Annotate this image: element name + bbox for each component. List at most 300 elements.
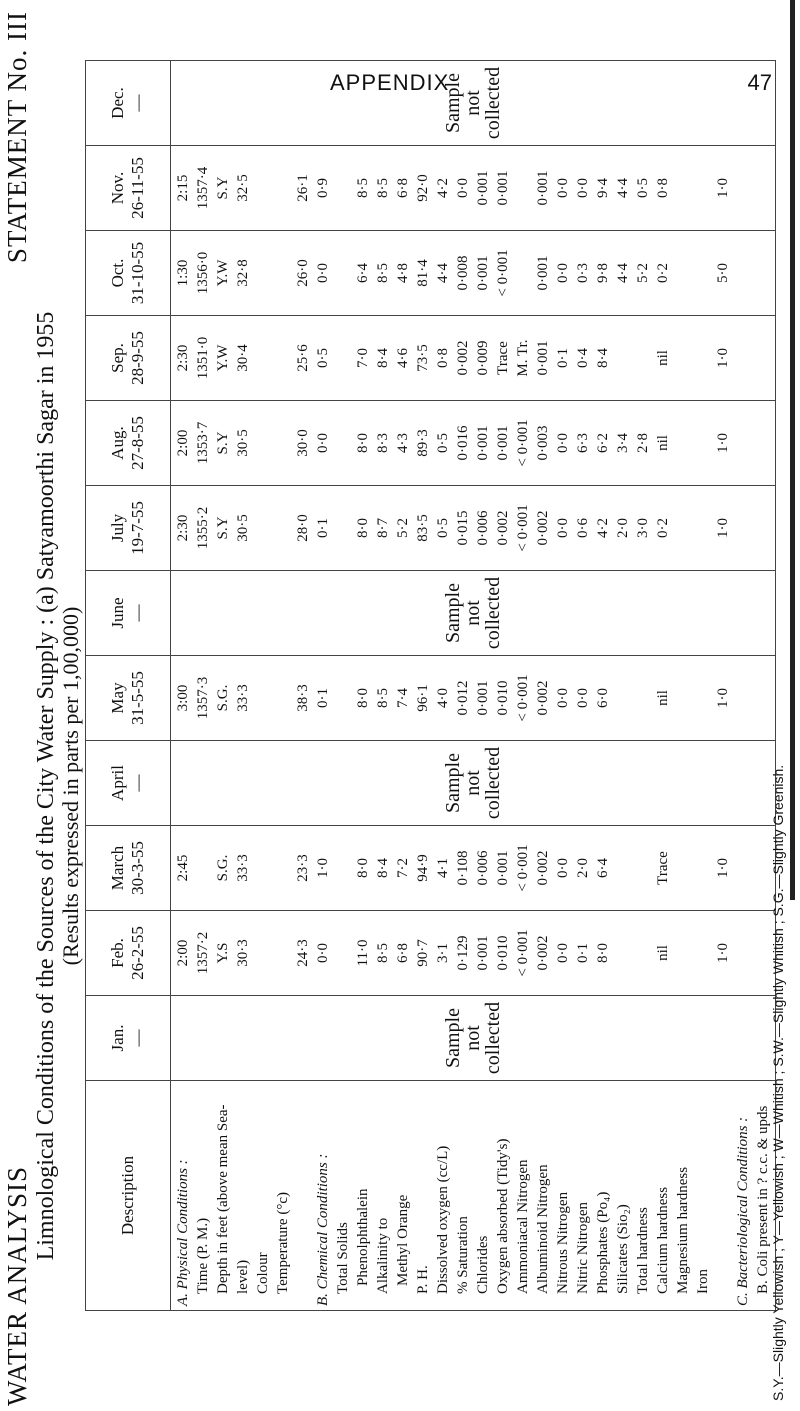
value-methyl: 11·0: [355, 939, 371, 967]
value-silicates: 0·1: [575, 943, 591, 963]
value-temperature: 30·4: [235, 344, 251, 372]
value-ph: 8·5: [375, 943, 391, 963]
value-temperature: 32·5: [235, 174, 251, 202]
spacer: [693, 320, 713, 396]
sample-date: —: [128, 94, 147, 112]
value-nitric-n: 0·002: [535, 510, 551, 546]
month-header: [86, 231, 171, 316]
value-oxygen-absorbed: 0·016: [455, 425, 471, 461]
value-b-coli: 1·0: [715, 858, 731, 878]
row-label: Silicates (Sio₂): [615, 1204, 631, 1294]
spacer: [253, 830, 273, 906]
spacer: [673, 490, 693, 566]
value-albuminoid-n: 0·001: [495, 850, 511, 886]
value-chlorides: 3·1: [435, 943, 451, 963]
value-chlorides: 0·5: [435, 518, 451, 538]
value-phenol: 0·9: [315, 178, 331, 198]
value-colour: S.G.: [215, 854, 231, 882]
value-total-solids: 24·3: [295, 939, 311, 967]
value-dissolved-oxygen: 5·2: [395, 518, 411, 538]
month-name: Sep.: [108, 343, 127, 373]
value-magnesium-hardness: [633, 915, 653, 991]
spacer: [693, 490, 713, 566]
value-iron: 0·2: [655, 263, 671, 283]
value-albuminoid-n: 0·001: [495, 170, 511, 206]
value-dissolved-oxygen: 4·3: [395, 433, 411, 453]
value-phenol: 0·0: [315, 943, 331, 963]
value-total-solids: 38·3: [295, 684, 311, 712]
month-name: June: [108, 597, 127, 629]
sample-date: 28-9-55: [128, 331, 147, 385]
month-header: [86, 401, 171, 486]
value-time: 2:45: [175, 854, 191, 882]
row-label: Time (P. M.): [195, 1217, 211, 1294]
value-silicates: 0·0: [575, 688, 591, 708]
month-values: [171, 231, 776, 316]
value-saturation: 81·4: [415, 259, 431, 287]
value-phosphates: 0·0: [555, 433, 571, 453]
value-nitrous-n: < 0·001: [515, 929, 531, 977]
value-chlorides: 4·0: [435, 688, 451, 708]
value-depth: 1351·0: [195, 336, 211, 380]
value-phosphates: 0·0: [555, 858, 571, 878]
month-values: [171, 826, 776, 911]
value-colour: Y.W: [215, 344, 231, 372]
spacer: [253, 235, 273, 311]
month-header: [86, 146, 171, 231]
spacer: [273, 830, 293, 906]
value-methyl: 8·0: [355, 433, 371, 453]
value-depth: 1353·7: [195, 421, 211, 465]
value-b-coli: 1·0: [715, 688, 731, 708]
sample-date: 26-2-55: [128, 926, 147, 980]
spacer: [673, 405, 693, 481]
spacer: [333, 830, 353, 906]
value-chlorides: 4·1: [435, 858, 451, 878]
month-name: Feb.: [108, 938, 127, 968]
value-silicates: 0·3: [575, 263, 591, 283]
spacer: [253, 150, 273, 226]
value-temperature: 30·5: [235, 514, 251, 542]
value-colour: S.Y: [215, 516, 231, 540]
value-b-coli: 1·0: [715, 178, 731, 198]
value-iron: nil: [655, 945, 671, 961]
spacer: [693, 915, 713, 991]
limnology-table: [85, 60, 776, 1311]
spacer: [333, 915, 353, 991]
value-total-hardness: 6·0: [595, 688, 611, 708]
spacer: [673, 830, 693, 906]
row-label: Methyl Orange: [395, 1194, 411, 1286]
value-total-hardness: 9·4: [595, 178, 611, 198]
row-label: Depth in feet (above mean Sea-level): [215, 1104, 251, 1294]
value-ph: 8·4: [375, 858, 391, 878]
value-time: 3:00: [175, 684, 191, 712]
month-name: Nov.: [108, 171, 127, 205]
value-phenol: 0·0: [315, 433, 331, 453]
chemical-section-label: B. Chemical Conditions :: [315, 1153, 331, 1306]
value-calcium-hardness: 3·4: [615, 433, 631, 453]
sample-date: 26-11-55: [128, 157, 147, 219]
value-iron: 0·8: [655, 178, 671, 198]
month-values: [171, 146, 776, 231]
month-header: [86, 741, 171, 826]
value-total-hardness: 9·8: [595, 263, 611, 283]
value-methyl: 8·0: [355, 518, 371, 538]
not-collected-cell: Sample not collected: [171, 996, 776, 1081]
value-albuminoid-n: 0·001: [495, 425, 511, 461]
description-header: Description: [86, 1081, 171, 1311]
value-iron: nil: [655, 690, 671, 706]
month-values: [171, 656, 776, 741]
row-label: Nitrous Nitrogen: [555, 1191, 571, 1294]
value-total-solids: 28·0: [295, 514, 311, 542]
value-colour: S.G.: [215, 684, 231, 712]
value-time: 2:00: [175, 939, 191, 967]
value-ammoniacal-n: 0·006: [475, 850, 491, 886]
value-total-solids: 26·1: [295, 174, 311, 202]
not-collected-cell: Sample not collected: [171, 741, 776, 826]
month-header: [86, 571, 171, 656]
value-colour: Y.S: [215, 942, 231, 964]
value-phosphates: 0·0: [555, 263, 571, 283]
value-ph: 8·4: [375, 348, 391, 368]
month-name: March: [108, 845, 127, 891]
value-silicates: 0·4: [575, 348, 591, 368]
spacer: [273, 235, 293, 311]
row-label: Dissolved oxygen (cc/L): [435, 1145, 451, 1294]
spacer: [333, 150, 353, 226]
value-nitrous-n: [513, 235, 533, 311]
value-saturation: 94·9: [415, 854, 431, 882]
value-time: 2:30: [175, 514, 191, 542]
row-label: Nitric Nitrogen: [575, 1201, 591, 1294]
value-b-coli: 5·0: [715, 263, 731, 283]
value-silicates: 0·0: [575, 178, 591, 198]
row-label: Phenolphthalein: [355, 1188, 371, 1286]
month-name: Dec.: [108, 87, 127, 119]
value-oxygen-absorbed: 0·129: [455, 935, 471, 971]
value-nitric-n: 0·002: [535, 935, 551, 971]
value-calcium-hardness: [613, 320, 633, 396]
spacer: [673, 235, 693, 311]
value-calcium-hardness: 4·4: [615, 178, 631, 198]
value-colour: Y.W: [215, 259, 231, 287]
value-oxygen-absorbed: 0·008: [455, 255, 471, 291]
value-silicates: 6·3: [575, 433, 591, 453]
value-nitrous-n: < 0·001: [515, 419, 531, 467]
value-total-solids: 25·6: [295, 344, 311, 372]
value-saturation: 89·3: [415, 429, 431, 457]
value-phenol: 0·0: [315, 263, 331, 283]
value-oxygen-absorbed: 0·0: [455, 178, 471, 198]
value-iron: nil: [655, 435, 671, 451]
sample-date: 19-7-55: [128, 501, 147, 555]
value-ph: 8·5: [375, 688, 391, 708]
spacer: [253, 320, 273, 396]
value-total-solids: 30·0: [295, 429, 311, 457]
value-total-hardness: 8·0: [595, 943, 611, 963]
value-magnesium-hardness: [633, 830, 653, 906]
value-temperature: 30·3: [235, 939, 251, 967]
value-ph: 8·5: [375, 178, 391, 198]
sample-date: 30-3-55: [128, 841, 147, 895]
value-total-hardness: 4·2: [595, 518, 611, 538]
value-albuminoid-n: Trace: [495, 341, 511, 375]
row-label: Iron: [695, 1269, 711, 1294]
value-time: 2:15: [175, 174, 191, 202]
value-methyl: 7·0: [355, 348, 371, 368]
value-ammoniacal-n: 0·001: [475, 680, 491, 716]
row-label: Colour: [255, 1252, 271, 1294]
value-calcium-hardness: [613, 830, 633, 906]
value-dissolved-oxygen: 7·2: [395, 858, 411, 878]
month-name: July: [108, 513, 127, 543]
spacer: [333, 660, 353, 736]
value-nitric-n: 0·001: [535, 170, 551, 206]
value-saturation: 83·5: [415, 514, 431, 542]
sample-date: 31-10-55: [128, 241, 147, 305]
sample-date: 31-5-55: [128, 671, 147, 725]
value-oxygen-absorbed: 0·012: [455, 680, 471, 716]
value-b-coli: 1·0: [715, 348, 731, 368]
value-chlorides: 0·5: [435, 433, 451, 453]
value-depth: 1356·0: [195, 251, 211, 295]
value-albuminoid-n: 0·010: [495, 935, 511, 971]
value-total-hardness: 8·4: [595, 348, 611, 368]
month-name: April: [108, 765, 127, 801]
value-dissolved-oxygen: 4·8: [395, 263, 411, 283]
value-saturation: 96·1: [415, 684, 431, 712]
value-ammoniacal-n: 0·006: [475, 510, 491, 546]
month-values: [171, 486, 776, 571]
spacer: [273, 150, 293, 226]
row-label: Total Solids: [335, 1222, 351, 1294]
value-ammoniacal-n: 0·001: [475, 425, 491, 461]
page-number: 47: [747, 70, 772, 95]
row-label: Ammoniacal Nitrogen: [515, 1159, 531, 1294]
month-header: [86, 316, 171, 401]
row-label: P. H.: [415, 1265, 431, 1294]
value-ph: 8·3: [375, 433, 391, 453]
spacer: [693, 150, 713, 226]
value-magnesium-hardness: 3·0: [635, 518, 651, 538]
spacer: [673, 320, 693, 396]
value-dissolved-oxygen: 6·8: [395, 943, 411, 963]
row-label: Magnesium hardness: [675, 1166, 691, 1294]
value-phosphates: 0·0: [555, 688, 571, 708]
value-total-solids: 26·0: [295, 259, 311, 287]
month-name: May: [108, 682, 127, 714]
month-header: [86, 911, 171, 996]
spacer: [673, 150, 693, 226]
value-calcium-hardness: [613, 915, 633, 991]
value-saturation: 90·7: [415, 939, 431, 967]
data-body-row: [171, 61, 776, 1311]
month-values: [171, 401, 776, 486]
spacer: [253, 660, 273, 736]
value-iron: Trace: [655, 851, 671, 885]
bacteriological-section-label: C. Bacteriological Conditions :: [735, 1116, 751, 1306]
row-label: Calcium hardness: [655, 1186, 671, 1294]
value-magnesium-hardness: [633, 320, 653, 396]
value-iron: nil: [655, 350, 671, 366]
row-label: % Saturation: [455, 1216, 471, 1294]
value-phosphates: 0·1: [555, 348, 571, 368]
month-name: Jan.: [108, 1024, 127, 1052]
value-oxygen-absorbed: 0·002: [455, 340, 471, 376]
month-name: Oct.: [108, 258, 127, 288]
row-label: Chlorides: [475, 1235, 491, 1294]
spacer: [693, 235, 713, 311]
value-b-coli: 1·0: [715, 943, 731, 963]
row-label: Alkalinity to: [375, 1217, 391, 1294]
value-b-coli: 1·0: [715, 518, 731, 538]
value-time: 2:30: [175, 344, 191, 372]
spacer: [253, 490, 273, 566]
spacer: [333, 405, 353, 481]
value-total-hardness: 6·2: [595, 433, 611, 453]
value-magnesium-hardness: [633, 660, 653, 736]
row-label: B. Coli present in ? c.c. & upds: [755, 1105, 771, 1294]
physical-section-label: A. Physical Conditions :: [175, 1159, 191, 1306]
spacer: [253, 405, 273, 481]
value-ammoniacal-n: 0·001: [475, 935, 491, 971]
value-calcium-hardness: 2·0: [615, 518, 631, 538]
appendix-heading: APPENDIX: [330, 70, 450, 95]
value-magnesium-hardness: 2·8: [635, 433, 651, 453]
value-oxygen-absorbed: 0·108: [455, 850, 471, 886]
sample-date: —: [128, 774, 147, 792]
month-name: Aug.: [108, 426, 127, 460]
row-label: Albuminoid Nitrogen: [535, 1164, 551, 1294]
value-nitric-n: 0·003: [535, 425, 551, 461]
value-phenol: 0·5: [315, 348, 331, 368]
value-nitrous-n: [513, 150, 533, 226]
value-nitric-n: 0·002: [535, 680, 551, 716]
spacer: [273, 320, 293, 396]
value-albuminoid-n: 0·010: [495, 680, 511, 716]
value-depth: [193, 830, 213, 906]
spacer: [673, 915, 693, 991]
value-calcium-hardness: [613, 660, 633, 736]
value-albuminoid-n: 0·002: [495, 510, 511, 546]
value-temperature: 32·8: [235, 259, 251, 287]
spacer: [333, 235, 353, 311]
value-total-hardness: 6·4: [595, 858, 611, 878]
value-colour: S.Y: [215, 176, 231, 200]
value-chlorides: 4·4: [435, 263, 451, 283]
spacer: [273, 405, 293, 481]
spacer: [693, 660, 713, 736]
value-methyl: 8·0: [355, 688, 371, 708]
value-depth: 1355·2: [195, 506, 211, 550]
value-depth: 1357·3: [195, 676, 211, 720]
value-colour: S.Y: [215, 431, 231, 455]
value-chlorides: 0·8: [435, 348, 451, 368]
spacer: [673, 660, 693, 736]
value-nitrous-n: M. Tr.: [515, 339, 531, 377]
value-ph: 8·5: [375, 263, 391, 283]
row-label: Temperature (°c): [275, 1192, 291, 1294]
value-chlorides: 4·2: [435, 178, 451, 198]
water-analysis-heading: WATER ANALYSIS: [2, 1165, 32, 1406]
value-ammoniacal-n: 0·001: [475, 255, 491, 291]
footnote: S.Y.—Slightly Yellowish ; Y—Yellowish ; W—Whitish ; S.W.—Slightly Whitish ; S.G.—Slightly Greenish.: [770, 764, 786, 1401]
value-phenol: 0·1: [315, 518, 331, 538]
value-nitrous-n: < 0·001: [515, 844, 531, 892]
value-dissolved-oxygen: 6·8: [395, 178, 411, 198]
spacer: [273, 660, 293, 736]
value-ph: 8·7: [375, 518, 391, 538]
spacer: [253, 915, 273, 991]
value-nitrous-n: < 0·001: [515, 674, 531, 722]
spacer: [273, 915, 293, 991]
month-header: [86, 486, 171, 571]
value-phosphates: 0·0: [555, 518, 571, 538]
row-label: Total hardness: [635, 1207, 651, 1294]
value-total-solids: 23·3: [295, 854, 311, 882]
spacer: [333, 490, 353, 566]
value-phenol: 0·1: [315, 688, 331, 708]
value-dissolved-oxygen: 4·6: [395, 348, 411, 368]
value-time: 2:00: [175, 429, 191, 457]
table-title: Limnological Conditions of the Sources of the City Water Supply : (a) Satyamoorthi Sagar in 1955: [33, 311, 59, 1261]
value-silicates: 2·0: [575, 858, 591, 878]
value-calcium-hardness: 4·4: [615, 263, 631, 283]
value-temperature: 30·5: [235, 429, 251, 457]
value-depth: 1357·2: [195, 931, 211, 975]
row-label: Phosphates (Po₄): [595, 1191, 611, 1294]
value-phosphates: 0·0: [555, 178, 571, 198]
value-silicates: 0·6: [575, 518, 591, 538]
not-collected-cell: Sample not collected: [171, 61, 776, 146]
value-methyl: 6·4: [355, 263, 371, 283]
value-methyl: 8·0: [355, 858, 371, 878]
sample-date: 27-8-55: [128, 416, 147, 470]
value-nitric-n: 0·001: [535, 255, 551, 291]
value-saturation: 92·0: [415, 174, 431, 202]
table-units-note: (Results expressed in parts per 1,00,000): [58, 606, 83, 966]
month-header: [86, 826, 171, 911]
month-header: [86, 656, 171, 741]
month-values: [171, 316, 776, 401]
value-phenol: 1·0: [315, 858, 331, 878]
value-methyl: 8·5: [355, 178, 371, 198]
value-temperature: 33·3: [235, 854, 251, 882]
value-nitric-n: 0·002: [535, 850, 551, 886]
value-temperature: 33·3: [235, 684, 251, 712]
spacer: [333, 320, 353, 396]
spacer: [273, 490, 293, 566]
value-phosphates: 0·0: [555, 943, 571, 963]
spacer: [693, 830, 713, 906]
value-ammoniacal-n: 0·001: [475, 170, 491, 206]
value-iron: 0·2: [655, 518, 671, 538]
value-oxygen-absorbed: 0·015: [455, 510, 471, 546]
spacer: [693, 405, 713, 481]
statement-number: STATEMENT No. III: [2, 11, 32, 264]
value-saturation: 73·5: [415, 344, 431, 372]
value-b-coli: 1·0: [715, 433, 731, 453]
value-magnesium-hardness: 5·2: [635, 263, 651, 283]
month-header: [86, 996, 171, 1081]
value-dissolved-oxygen: 7·4: [395, 688, 411, 708]
value-magnesium-hardness: 0·5: [635, 178, 651, 198]
title-line: [2, 6, 33, 1406]
row-label: Oxygen absorbed (Tidy's): [495, 1138, 511, 1294]
value-nitric-n: 0·001: [535, 340, 551, 376]
